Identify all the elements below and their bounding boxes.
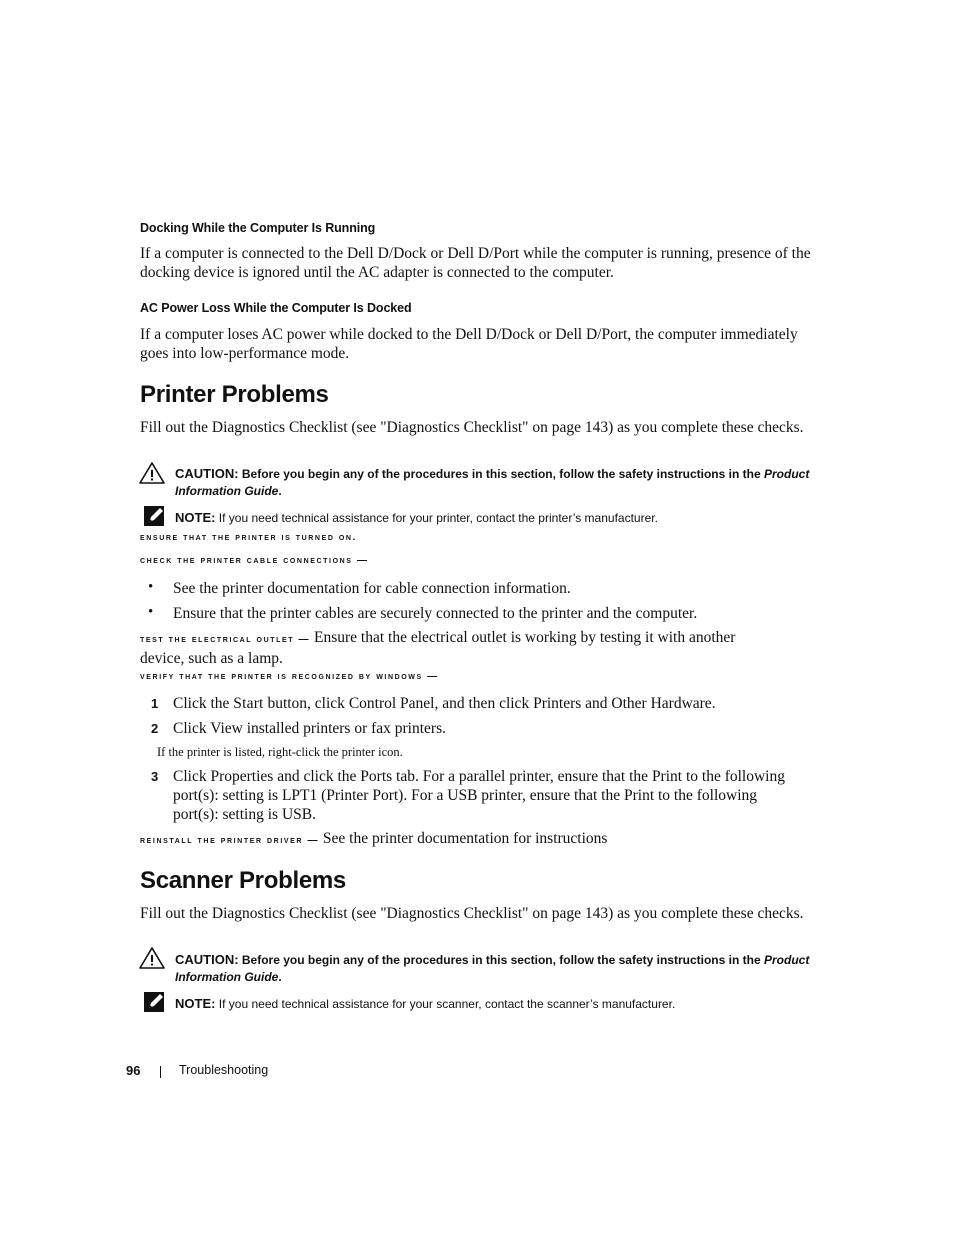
reinstall-driver-text: See the printer documentation for instructions (322, 830, 608, 847)
check-cable-heading (140, 555, 369, 566)
note-label: NOTE: (175, 996, 216, 1011)
caution-end: . (278, 484, 282, 498)
properties-ui-term: Properties (210, 768, 274, 785)
caution-text: Before you begin any of the procedures in this section, follow the safety instructions in the (241, 467, 761, 481)
footer-section-name: Troubleshooting (179, 1063, 269, 1077)
step-text: setting is (218, 787, 282, 804)
printer-note (175, 509, 815, 527)
step-1 (173, 694, 813, 713)
step-text: . (442, 720, 446, 737)
step-2 (173, 719, 813, 738)
test-outlet-paragraph (140, 628, 816, 668)
print-to-ui-term: Print to the following (651, 768, 785, 785)
note-pencil-icon (143, 505, 169, 529)
caution-italic: Product Information Guide (175, 467, 810, 498)
bullet-marker: • (148, 579, 154, 595)
scanner-caution (175, 951, 815, 986)
note-pencil-icon (143, 991, 169, 1015)
step-text: button, click (263, 695, 349, 712)
step-2-subnote: If the printer is listed, right-click the printer icon. (157, 745, 403, 759)
step-3 (173, 767, 813, 824)
cable-heading-text: check the printer cable connections — (140, 555, 369, 566)
reinstall-driver-paragraph (140, 829, 816, 850)
ports-ui-term: Ports (360, 768, 393, 785)
bullet-marker: • (148, 604, 154, 620)
caution-italic: Product Information Guide (175, 953, 810, 984)
docking-body: If a computer is connected to the Dell D/Dock or Dell D/Port while the computer is running, presence of the docking device is ignored until the AC adapter is connected to the computer. (140, 245, 811, 281)
step-number: 3 (151, 769, 159, 784)
printer-problems-title: Printer Problems (140, 381, 329, 408)
step-text: , and then click (434, 695, 534, 712)
printers-hardware-ui-term: Printers and Other Hardware (533, 695, 712, 712)
page-number: 96 (126, 1063, 141, 1078)
verify-heading-text: verify that the printer is recognized by windows — (140, 671, 439, 682)
reinstall-driver-heading: reinstall the printer driver — (140, 835, 320, 846)
caution-label: CAUTION: (175, 466, 239, 481)
caution-icon (139, 946, 165, 970)
usb-ui-term: USB (281, 806, 313, 823)
step-text: Click (173, 768, 211, 785)
note-text: If you need technical assistance for your printer, contact the printer’s manufacturer. (218, 511, 658, 525)
step-text: . (711, 695, 716, 712)
print-to-ui-term: Print to the following (623, 787, 758, 804)
note-text: If you need technical assistance for your scanner, contact the scanner’s manufacturer. (218, 997, 676, 1011)
scanner-intro: Fill out the Diagnostics Checklist (see "Diagnostics Checklist" on page 143) as you complete these checks. (140, 905, 804, 922)
ac-power-body: If a computer loses AC power while docked to the Dell D/Dock or Dell D/Port, the computer immediately goes into low-performance mode. (140, 326, 798, 362)
printer-caution (175, 465, 815, 500)
ensure-heading-text: ensure that the printer is turned on. (140, 532, 357, 543)
start-ui-term: Start (233, 695, 264, 712)
bullet-item: See the printer documentation for cable connection information. (173, 580, 571, 597)
step-text: . (312, 806, 316, 823)
ac-power-heading: AC Power Loss While the Computer Is Docked (140, 301, 412, 315)
note-label: NOTE: (175, 510, 216, 525)
test-outlet-text-2: device, such as a lamp. (140, 650, 283, 667)
docking-heading: Docking While the Computer Is Running (140, 221, 376, 235)
verify-printer-heading (140, 671, 439, 682)
step-number: 1 (151, 696, 159, 711)
lpt1-ui-term: LPT1 (Printer Port) (281, 787, 404, 804)
step-text: Click (173, 720, 211, 737)
step-text: and click the (273, 768, 361, 785)
test-outlet-heading: test the electrical outlet — (140, 634, 311, 645)
view-printers-ui-term: View installed printers or fax printers (210, 720, 443, 737)
footer-divider (160, 1066, 161, 1078)
caution-icon (139, 461, 165, 485)
printer-intro: Fill out the Diagnostics Checklist (see "Diagnostics Checklist" on page 143) as you complete these checks. (140, 419, 804, 436)
scanner-problems-title: Scanner Problems (140, 867, 346, 894)
step-text: . For a USB printer, ensure that the (403, 787, 624, 804)
bullet-item: Ensure that the printer cables are securely connected to the printer and the computer. (173, 605, 698, 622)
caution-text: Before you begin any of the procedures in this section, follow the safety instructions in the (241, 953, 761, 967)
ensure-printer-on-heading (140, 532, 357, 543)
test-outlet-text: Ensure that the electrical outlet is working by testing it with another (314, 629, 736, 646)
scanner-note (175, 995, 815, 1013)
caution-label: CAUTION: (175, 952, 239, 967)
control-panel-ui-term: Control Panel (348, 695, 435, 712)
step-text: tab. For a parallel printer, ensure that the (392, 768, 652, 785)
ports-label-ui-term: port(s): (173, 806, 219, 823)
step-text: Click the (173, 695, 234, 712)
step-number: 2 (151, 721, 159, 736)
step-text: setting is (218, 806, 282, 823)
caution-end: . (278, 970, 282, 984)
ports-label-ui-term: port(s): (173, 787, 219, 804)
